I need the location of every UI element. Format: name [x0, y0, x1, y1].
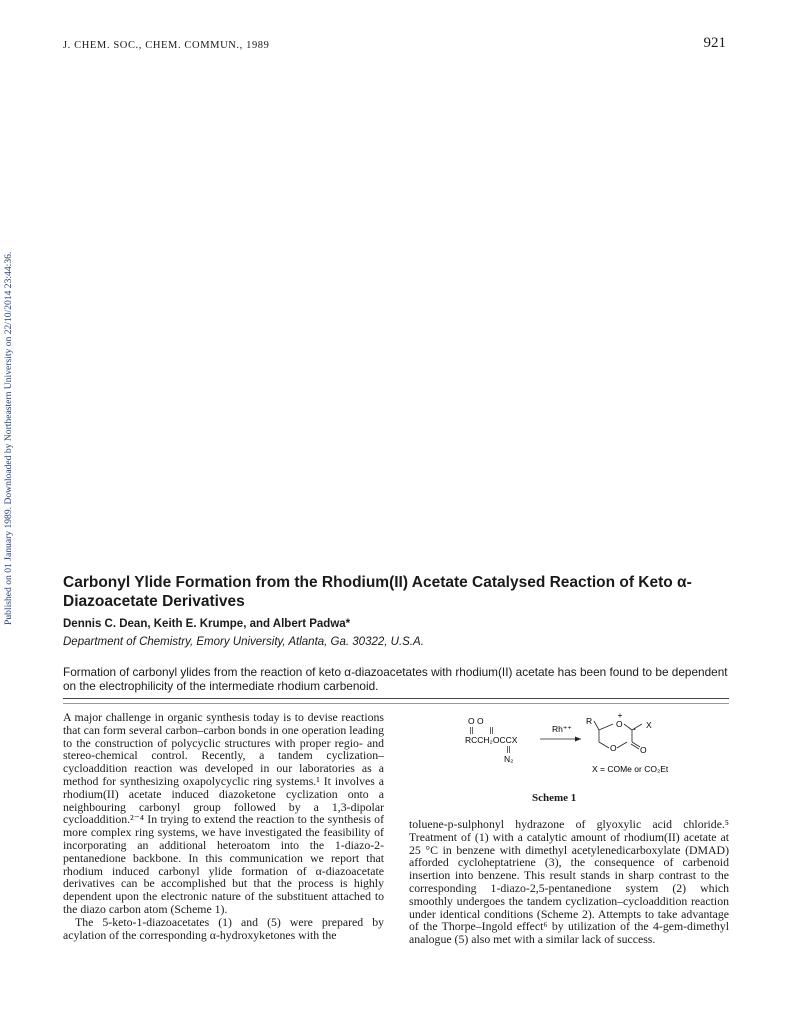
body-paragraph: A major challenge in organic synthesis today is to devise reactions that can form several carbon–carbon bonds in one operation leading to the construction of polycyclic structures with proper regio- and stereo-chemical control. Recently, a tandem cyclization–cycloaddition reaction was developed in our laboratories as a method for synthesizing oxapolycyclic ring systems.¹ It involves a rhodium(II) acetate induced diazoketone cyclization onto a neighbouring carbonyl group followed by a 1,3-dipolar cycloaddition.²⁻⁴ In trying to extend the reaction to the synthesis of more complex ring systems, we have investigated the feasibility of incorporating an additional heteroatom into the 1-diazo-2-pentanedione backbone. In this communication we report that rhodium induced carbonyl ylide formation of α-diazoacetate derivatives can be accomplished but that the process is highly dependent upon the electronic nature of the substituent attached to the diazo carbon atom (Scheme 1).: [63, 710, 384, 916]
ring-bond-lower-right: [617, 742, 627, 748]
body-paragraph: The 5-keto-1-diazoacetates (1) and (5) were prepared by acylation of the corresponding α-hydroxyketones with the: [63, 914, 384, 942]
reactant-oxygens: O O: [468, 716, 484, 726]
arrow-head: [575, 737, 581, 742]
product-carbonyl-oxygen: O: [640, 745, 647, 755]
ylide-plus-sign: +: [617, 710, 623, 720]
authors: Dennis C. Dean, Keith E. Krumpe, and Albert Padwa*: [63, 618, 351, 630]
product-ester-oxygen: O: [610, 743, 617, 753]
x-definition: X = COMe or CO₂Et: [592, 764, 669, 774]
abstract: Formation of carbonyl ylides from the reaction of keto α-diazoacetates with rhodium(II) acetate has been found to be dependent on the electrophilicity of the intermediate rhodium carbenoid.: [63, 665, 728, 693]
ring-bond-lower-left: [599, 742, 609, 748]
download-watermark-text: Published on 01 January 1989. Downloaded by Northeastern University on 22/10/2014 23:44:36.: [3, 251, 14, 625]
reaction-scheme: [460, 710, 700, 792]
carbanion-dot: [634, 728, 636, 730]
body-paragraph: toluene-p-sulphonyl hydrazone of glyoxylic acid chloride.⁵ Treatment of (1) with a catalytic amount of rhodium(II) acetate at 25 °C in benzene with dimethyl acetylenedicarboxylate (DMAD) afforded cycloheptatriene (3), the consequence of carbenoid insertion into benzene. This result stands in sharp contrast to the corresponding 1-diazo-2,5-pentanedione system (2) which smoothly undergoes the tandem cyclization–cycloaddition reaction under identical conditions (Scheme 2). Attempts to take advantage of the Thorpe–Ingold effect⁶ by utilization of the 4-gem-dimethyl analogue (5) also met with a similar lack of success.: [409, 817, 729, 947]
ylide-bond-right: [624, 724, 642, 730]
reactant-formula: RCCH₂OCCX: [465, 735, 518, 745]
left-column: [63, 711, 384, 941]
article-title: Carbonyl Ylide Formation from the Rhodium(II) Acetate Catalysed Reaction of Keto α-Diazoacetate Derivatives: [63, 574, 692, 610]
page-number: 921: [703, 35, 726, 51]
catalyst-label: Rh⁺⁺: [552, 724, 572, 734]
section-rule-thin: [63, 703, 729, 704]
product-ring-oxygen: O: [616, 719, 623, 729]
download-watermark: [3, 180, 17, 625]
product-x: X: [646, 720, 652, 730]
carbonyl-bond-b: [631, 744, 639, 749]
carbonyl-bond: [632, 742, 640, 747]
affiliation: Department of Chemistry, Emory University, Atlanta, Ga. 30322, U.S.A.: [63, 636, 424, 648]
product-r: R: [586, 716, 593, 726]
ylide-bond-left: [594, 721, 613, 730]
running-head: J. CHEM. SOC., CHEM. COMMUN., 1989: [63, 40, 270, 51]
reactant-diazo: N₂: [504, 754, 514, 764]
section-rule: [63, 698, 729, 699]
scheme-caption: Scheme 1: [532, 792, 577, 804]
right-column: [409, 818, 729, 946]
